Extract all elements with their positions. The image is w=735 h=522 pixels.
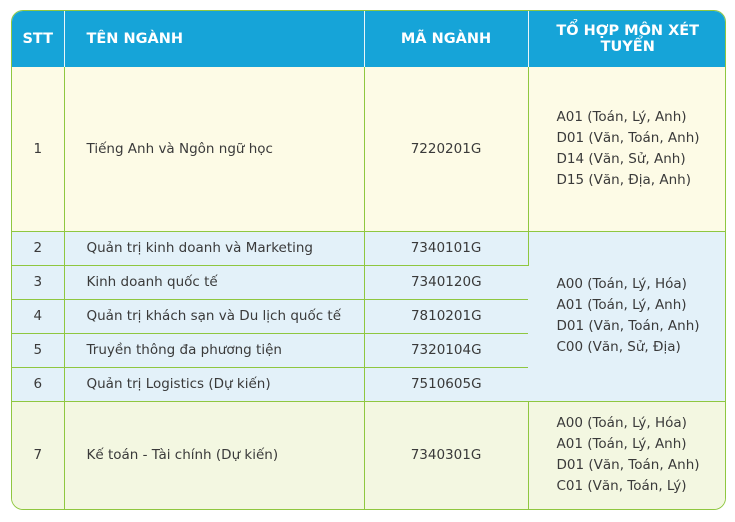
row-stt: 5 <box>12 333 64 367</box>
combo-line: D14 (Văn, Sử, Anh) <box>556 150 686 167</box>
row-name: Quản trị Logistics (Dự kiến) <box>64 367 364 401</box>
row-name: Tiếng Anh và Ngôn ngữ học <box>64 67 364 231</box>
combo-line: D01 (Văn, Toán, Anh) <box>556 318 700 334</box>
combo-line: C01 (Văn, Toán, Lý) <box>556 478 687 495</box>
combo-cell <box>528 231 726 401</box>
row-stt: 2 <box>12 231 64 265</box>
header-name: TÊN NGÀNH <box>64 11 364 67</box>
combo-line: A01 (Toán, Lý, Anh) <box>556 297 687 313</box>
row-stt: 1 <box>12 67 64 231</box>
row-code: 7510605G <box>364 367 528 401</box>
row-name: Quản trị khách sạn và Du lịch quốc tế <box>64 299 364 333</box>
row-stt: 6 <box>12 367 64 401</box>
row-stt: 4 <box>12 299 64 333</box>
combo-line: C00 (Văn, Sử, Địa) <box>556 339 681 355</box>
combo-line: D15 (Văn, Địa, Anh) <box>556 171 691 188</box>
row-stt: 3 <box>12 265 64 299</box>
table-row <box>12 67 726 231</box>
header-row <box>12 11 726 67</box>
row-code: 7340120G <box>364 265 528 299</box>
admissions-table-frame <box>11 10 726 510</box>
row-code: 7220201G <box>364 67 528 231</box>
row-code: 7340301G <box>364 401 528 509</box>
header-code: MÃ NGÀNH <box>364 11 528 67</box>
table-row <box>12 231 726 265</box>
row-code: 7340101G <box>364 231 528 265</box>
combo-line: A01 (Toán, Lý, Anh) <box>556 108 687 125</box>
combo-cell <box>528 401 726 509</box>
combo-line: A00 (Toán, Lý, Hóa) <box>556 276 687 292</box>
combo-line: A01 (Toán, Lý, Anh) <box>556 436 687 453</box>
header-combo: TỔ HỢP MÔN XÉT TUYỂN <box>528 11 726 67</box>
row-stt: 7 <box>12 401 64 509</box>
combo-line: D01 (Văn, Toán, Anh) <box>556 457 700 474</box>
row-name: Kế toán - Tài chính (Dự kiến) <box>64 401 364 509</box>
admissions-table <box>12 11 726 509</box>
row-code: 7810201G <box>364 299 528 333</box>
row-name: Truyền thông đa phương tiện <box>64 333 364 367</box>
combo-line: A00 (Toán, Lý, Hóa) <box>556 415 687 432</box>
table-row <box>12 401 726 509</box>
header-stt: STT <box>12 11 64 67</box>
combo-cell <box>528 67 726 231</box>
row-code: 7320104G <box>364 333 528 367</box>
row-name: Quản trị kinh doanh và Marketing <box>64 231 364 265</box>
row-name: Kinh doanh quốc tế <box>64 265 364 299</box>
combo-line: D01 (Văn, Toán, Anh) <box>556 129 700 146</box>
